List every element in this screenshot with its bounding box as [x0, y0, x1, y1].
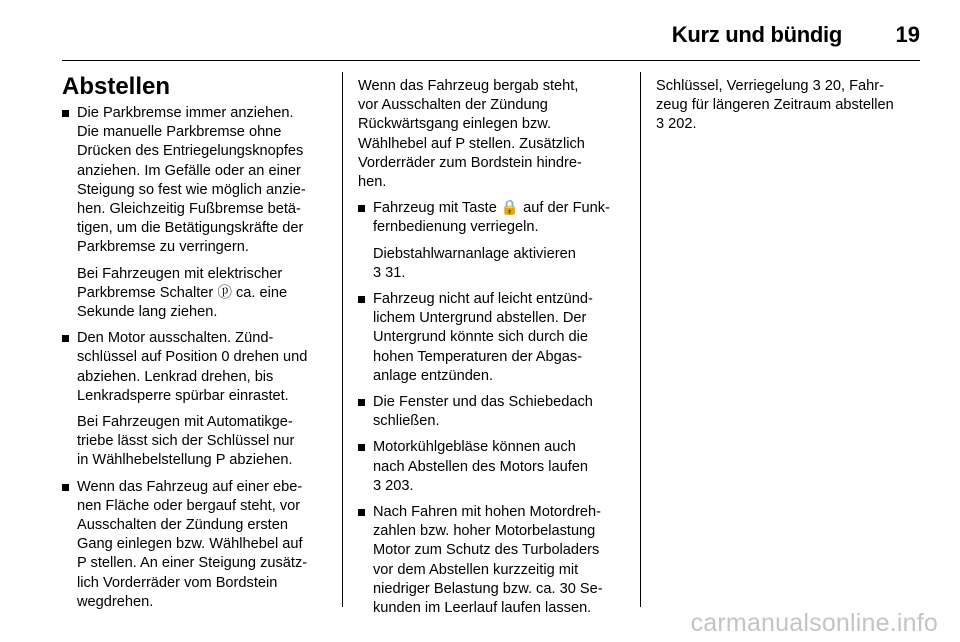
column-1 [62, 72, 328, 619]
text-line: Nach Fahren mit hohen Motordreh- [373, 504, 601, 521]
text-line: Sekunde lang ziehen. [77, 304, 218, 321]
text-line: vor Ausschalten der Zündung [358, 97, 548, 114]
bullet-item [358, 290, 624, 386]
column-2 [358, 77, 624, 625]
text-line: Wenn das Fahrzeug bergab steht, [358, 78, 579, 94]
text-line: triebe lässt sich der Schlüssel nur [77, 433, 295, 450]
text-line: 3 202. [656, 116, 697, 133]
intro-paragraph [358, 77, 624, 192]
sub-paragraph [77, 413, 328, 471]
sub-paragraph [77, 265, 328, 323]
sub-paragraph [373, 245, 624, 283]
watermark: carmanualsonline.info [690, 609, 938, 637]
text-line: lichem Untergrund abstellen. Der [373, 310, 587, 327]
text-line: Parkbremse Schalter ⓟ ca. eine [77, 284, 288, 301]
text-line: Die Fenster und das Schiebedach [373, 394, 593, 411]
text-line: niedriger Belastung bzw. ca. 30 Se- [373, 580, 603, 597]
text-line: schließen. [373, 413, 440, 430]
page-number: 19 [895, 22, 920, 47]
text-line: fernbedienung verriegeln. [373, 219, 539, 236]
bullet-item [358, 199, 624, 283]
section-title: Abstellen [62, 73, 171, 100]
text-line: abziehen. Lenkrad drehen, bis [77, 368, 274, 385]
text-line: nach Abstellen des Motors laufen [373, 458, 588, 475]
text-line: Schlüssel, Verriegelung 3 20, Fahr- [656, 78, 884, 94]
text-line: Die Parkbremse immer anziehen. [77, 105, 294, 121]
text-line: Wählhebel auf P stellen. Zusätzlich [358, 135, 585, 152]
text-line: zeug für längeren Zeitraum abstellen [656, 97, 894, 114]
text-line: anlage entzünden. [373, 367, 494, 384]
bullet-list-1 [62, 104, 328, 612]
text-line: Steigung so fest wie möglich anzie- [77, 181, 306, 198]
text-line: Lenkradsperre spürbar einrastet. [77, 387, 289, 404]
text-line: hen. Gleichzeitig Fußbremse betä- [77, 201, 301, 218]
column-3 [656, 77, 922, 135]
text-line: Motorkühlgebläse können auch [373, 439, 576, 456]
text-line: Untergrund könnte sich durch die [373, 329, 588, 346]
text-line: tigen, um die Betätigungskräfte der [77, 220, 304, 237]
text-line: Den Motor ausschalten. Zünd- [77, 330, 274, 347]
text-line: wegdrehen. [77, 593, 154, 610]
text-line: Ausschalten der Zündung ersten [77, 517, 288, 534]
text-line: Vorderräder zum Bordstein hindre- [358, 154, 582, 171]
header-rule [62, 60, 920, 61]
text-line: in Wählhebelstellung P abziehen. [77, 452, 293, 469]
text-line: Die manuelle Parkbremse ohne [77, 124, 282, 141]
column-divider-1 [342, 72, 343, 607]
bullet-list-2 [358, 199, 624, 618]
text-line: Motor zum Schutz des Turboladers [373, 542, 600, 559]
text-line: 3 203. [373, 477, 414, 494]
text-line: Bei Fahrzeugen mit elektrischer [77, 265, 283, 282]
text-line: hohen Temperaturen der Abgas- [373, 348, 583, 365]
text-line: schlüssel auf Position 0 drehen und [77, 349, 308, 366]
text-line: vor dem Abstellen kurzzeitig mit [373, 561, 579, 578]
text-line: hen. [358, 174, 387, 191]
text-line: P stellen. An einer Steigung zusätz- [77, 555, 308, 572]
text-line: Diebstahlwarnanlage aktivieren [373, 245, 576, 262]
page-header [62, 0, 920, 60]
text-line: kunden im Leerlauf laufen lassen. [373, 600, 592, 617]
text-line: lich Vorderräder vom Bordstein [77, 574, 278, 591]
bullet-item [62, 104, 328, 322]
text-line: Gang einlegen bzw. Wählhebel auf [77, 536, 303, 553]
text-line: Fahrzeug nicht auf leicht entzünd- [373, 291, 593, 308]
bullet-item [358, 438, 624, 496]
text-line: anziehen. Im Gefälle oder an einer [77, 162, 301, 179]
reference-paragraph [656, 77, 922, 135]
bullet-item [62, 329, 328, 470]
text-line: Parkbremse zu verringern. [77, 239, 249, 256]
bullet-item [358, 503, 624, 618]
text-line: Fahrzeug mit Taste 🔒 auf der Funk- [373, 200, 610, 217]
column-divider-2 [640, 72, 641, 607]
text-line: Drücken des Entriegelungsknopfes [77, 143, 304, 160]
text-line: nen Fläche oder bergauf steht, vor [77, 497, 301, 514]
bullet-item [62, 478, 328, 612]
bullet-item [358, 393, 624, 431]
text-line: Wenn das Fahrzeug auf einer ebe- [77, 478, 303, 495]
text-line: Rückwärtsgang einlegen bzw. [358, 116, 552, 133]
text-line: Bei Fahrzeugen mit Automatikge- [77, 414, 293, 431]
text-line: zahlen bzw. hoher Motorbelastung [373, 523, 596, 540]
text-line: 3 31. [373, 264, 406, 281]
header-title: Kurz und bündig [671, 22, 842, 47]
